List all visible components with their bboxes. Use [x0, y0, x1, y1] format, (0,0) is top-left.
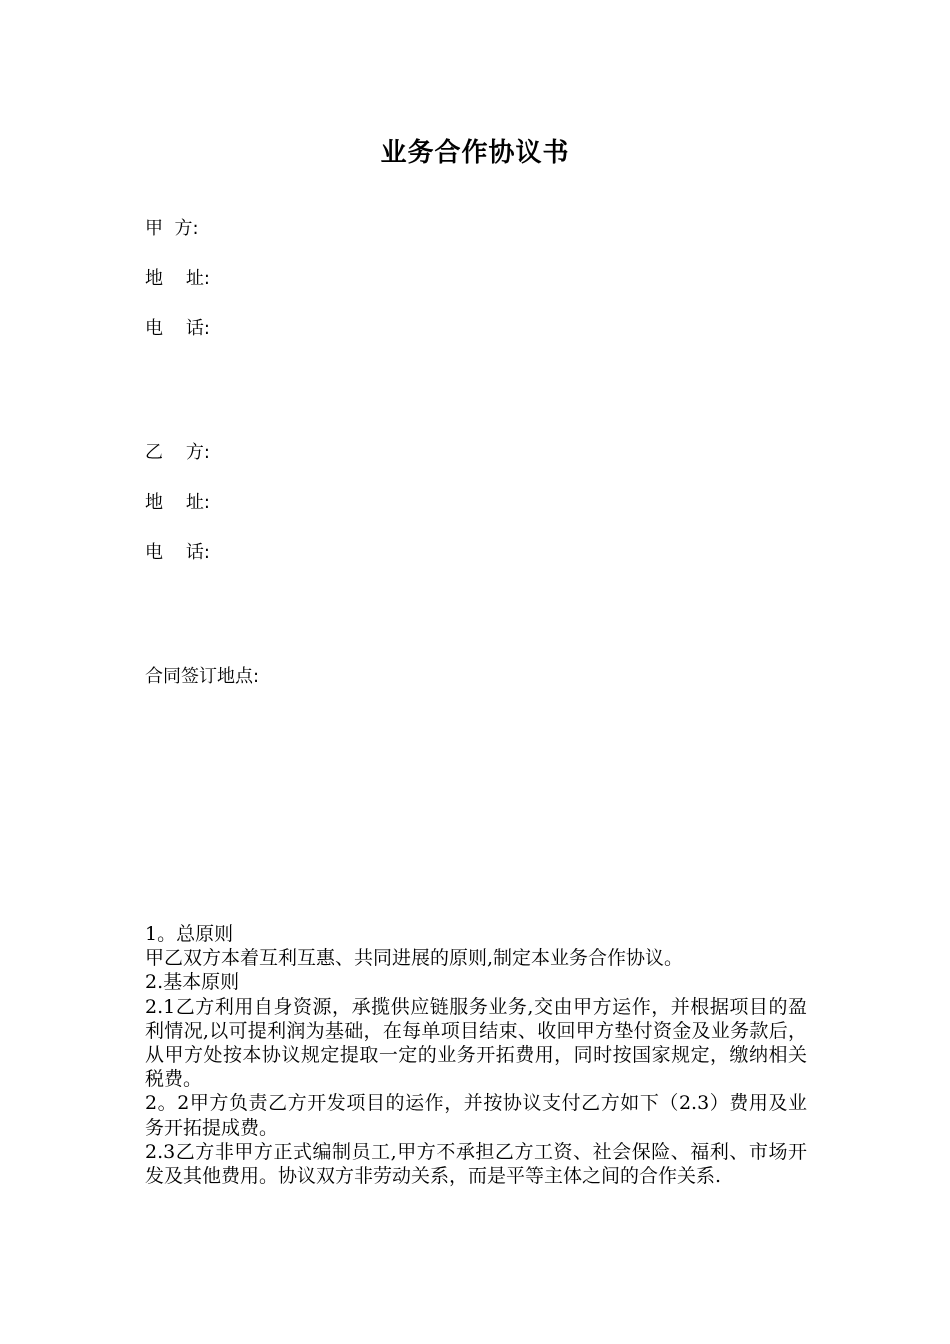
- party-b-address-text: 地 址:: [145, 492, 210, 513]
- party-a-phone-text: 电 话:: [145, 318, 210, 339]
- term-paragraph: 甲乙双方本着互利互惠、共同进展的原则,制定本业务合作协议。: [145, 947, 684, 970]
- party-a-address-text: 地 址:: [145, 268, 210, 289]
- term-paragraph: 2.1乙方利用自身资源，承揽供应链服务业务,交由甲方运作，并根据项目的盈利情况,以可提利润为基础，在每单项目结束、收回甲方垫付资金及业务款后，从甲方处按本协议规定提取一定的业务开拓费用，同时按国家规定，缴纳相关税费。: [145, 995, 807, 1091]
- document-title: 业务合作协议书: [380, 138, 570, 168]
- party-b-name-label: [145, 438, 210, 464]
- party-b-phone-text: 电 话:: [145, 542, 210, 563]
- term-paragraph: 2。2甲方负责乙方开发项目的运作，并按协议支付乙方如下（2.3）费用及业务开拓提成费。: [145, 1092, 807, 1139]
- party-a-address-label: [145, 264, 210, 290]
- party-a-name-label: [145, 214, 199, 240]
- party-a-name-text: 甲 方:: [145, 218, 199, 239]
- party-b-address-label: [145, 488, 210, 514]
- term-paragraph: 2.基本原则: [145, 971, 240, 994]
- term-paragraph: 1。总原则: [145, 923, 234, 945]
- term-paragraph: 2.3乙方非甲方正式编制员工,甲方不承担乙方工资、社会保险、福利、市场开发及其他费用。协议双方非劳动关系，而是平等主体之间的合作关系.: [145, 1140, 807, 1188]
- party-b-name-text: 乙 方:: [145, 442, 210, 463]
- signing-place-label: 合同签订地点:: [145, 666, 260, 687]
- party-b-phone-label: [145, 538, 210, 564]
- party-a-phone-label: [145, 314, 210, 340]
- terms-section: [145, 922, 807, 1188]
